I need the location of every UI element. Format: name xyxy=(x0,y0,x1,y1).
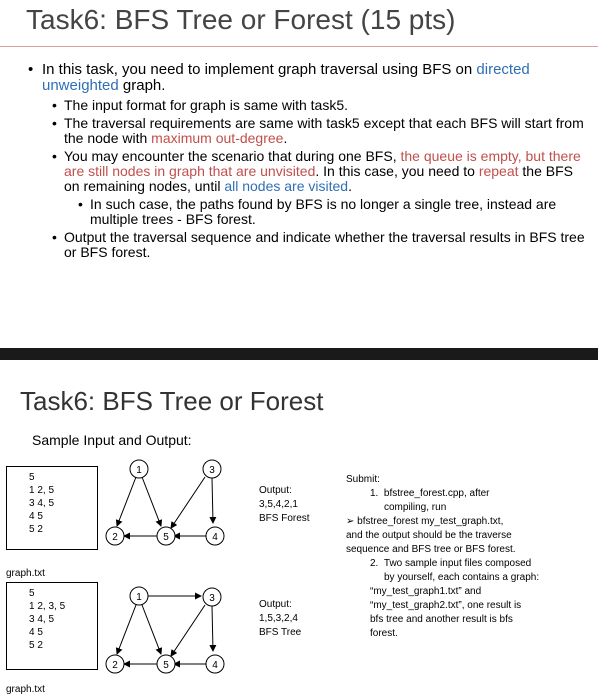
bullet-traversal-req: • The traversal requirements are same with task5 except that each BFS will start from the node with maximum out-degree. xyxy=(52,115,584,146)
arrow-icon: ➢ xyxy=(346,516,355,527)
submit-instructions: Submit: 1. bfstree_forest.cpp, after compiling, run ➢ bfstree_forest my_test_graph.txt, and the output should be the traverse sequence and BFS tree or BFS forest. 2. Two sample input files composed by yourself, each contains a graph: “my_test_graph1.txt” and “my_test_graph2.txt”, one result is bfs tree and another result is bfs forest. xyxy=(346,473,592,641)
input-line: 1 2, 5 xyxy=(29,485,55,496)
input-line: 5 xyxy=(29,472,35,483)
edge-3-4 xyxy=(212,478,213,523)
bullet-list xyxy=(28,62,588,263)
svg-text:4: 4 xyxy=(212,532,218,543)
input-line: 5 xyxy=(29,588,35,599)
slide-divider xyxy=(0,348,598,360)
edge-1-2 xyxy=(117,605,136,654)
node-1 xyxy=(130,460,148,478)
input-line: 3 4, 5 xyxy=(29,614,55,625)
slide-1-title: Task6: BFS Tree or Forest (15 pts) xyxy=(26,4,456,35)
svg-text:3: 3 xyxy=(209,593,215,604)
node-3 xyxy=(203,588,221,606)
example-1-input xyxy=(6,466,98,550)
output-sequence: 1,5,3,2,4 xyxy=(259,613,298,624)
bullet-input-format: • The input format for graph is same with task5. xyxy=(52,97,349,113)
svg-text:2: 2 xyxy=(112,532,118,543)
node-1 xyxy=(130,587,148,605)
output-result: BFS Tree xyxy=(259,627,302,638)
sample-subtitle: Sample Input and Output: xyxy=(32,432,192,448)
title-underline xyxy=(0,46,598,47)
bullet-forest: • In such case, the paths found by BFS is no longer a single tree, instead are multiple trees - BFS forest. xyxy=(78,196,557,227)
example-2-output: Output: 1,5,3,2,4 BFS Tree xyxy=(259,599,302,638)
input-line: 3 4, 5 xyxy=(29,498,55,509)
edge-1-2 xyxy=(117,477,136,526)
svg-text:1: 1 xyxy=(136,592,142,603)
svg-text:1: 1 xyxy=(136,465,142,476)
bullet-queue-empty: • You may encounter the scenario that during one BFS, the queue is empty, but there are still nodes in graph that are unvisited. In this case, you need to repeat the BFS on remaining nodes, until all nodes are visited. xyxy=(52,148,581,194)
edge-1-5 xyxy=(142,477,161,526)
svg-text:4: 4 xyxy=(212,660,218,671)
node-3 xyxy=(203,460,221,478)
example-1-graph xyxy=(100,456,240,552)
submit-heading: Submit: xyxy=(346,474,380,485)
node-2 xyxy=(106,527,124,545)
output-result: BFS Forest xyxy=(259,513,310,524)
edge-1-5 xyxy=(142,605,161,654)
svg-text:5: 5 xyxy=(163,660,169,671)
input-line: 4 5 xyxy=(29,511,43,522)
input-line: 4 5 xyxy=(29,627,43,638)
input-line: 1 2, 3, 5 xyxy=(29,601,66,612)
example-1-file-label: graph.txt xyxy=(6,568,45,579)
node-5 xyxy=(157,655,175,673)
edge-3-5 xyxy=(171,605,205,656)
bullet-output: • Output the traversal sequence and indicate whether the traversal results in BFS tree or BFS forest. xyxy=(52,229,585,260)
bullet-intro: • In this task, you need to implement graph traversal using BFS on directed unweighted graph. xyxy=(28,61,530,94)
output-sequence: 3,5,4,2,1 xyxy=(259,499,298,510)
svg-text:3: 3 xyxy=(209,465,215,476)
slide-1 xyxy=(0,0,598,348)
input-line: 5 2 xyxy=(29,640,43,651)
example-2-input xyxy=(6,582,98,670)
slide-2 xyxy=(0,360,598,700)
example-2-graph xyxy=(100,584,240,680)
example-2-file-label: graph.txt xyxy=(6,684,45,695)
svg-text:2: 2 xyxy=(112,660,118,671)
edge-3-5 xyxy=(171,477,205,528)
svg-text:5: 5 xyxy=(163,532,169,543)
node-2 xyxy=(106,655,124,673)
node-5 xyxy=(157,527,175,545)
slide-2-title: Task6: BFS Tree or Forest xyxy=(20,386,324,416)
example-1-output: Output: 3,5,4,2,1 BFS Forest xyxy=(259,485,310,524)
edge-3-4 xyxy=(212,606,213,651)
node-4 xyxy=(206,655,224,673)
input-line: 5 2 xyxy=(29,524,43,535)
node-4 xyxy=(206,527,224,545)
